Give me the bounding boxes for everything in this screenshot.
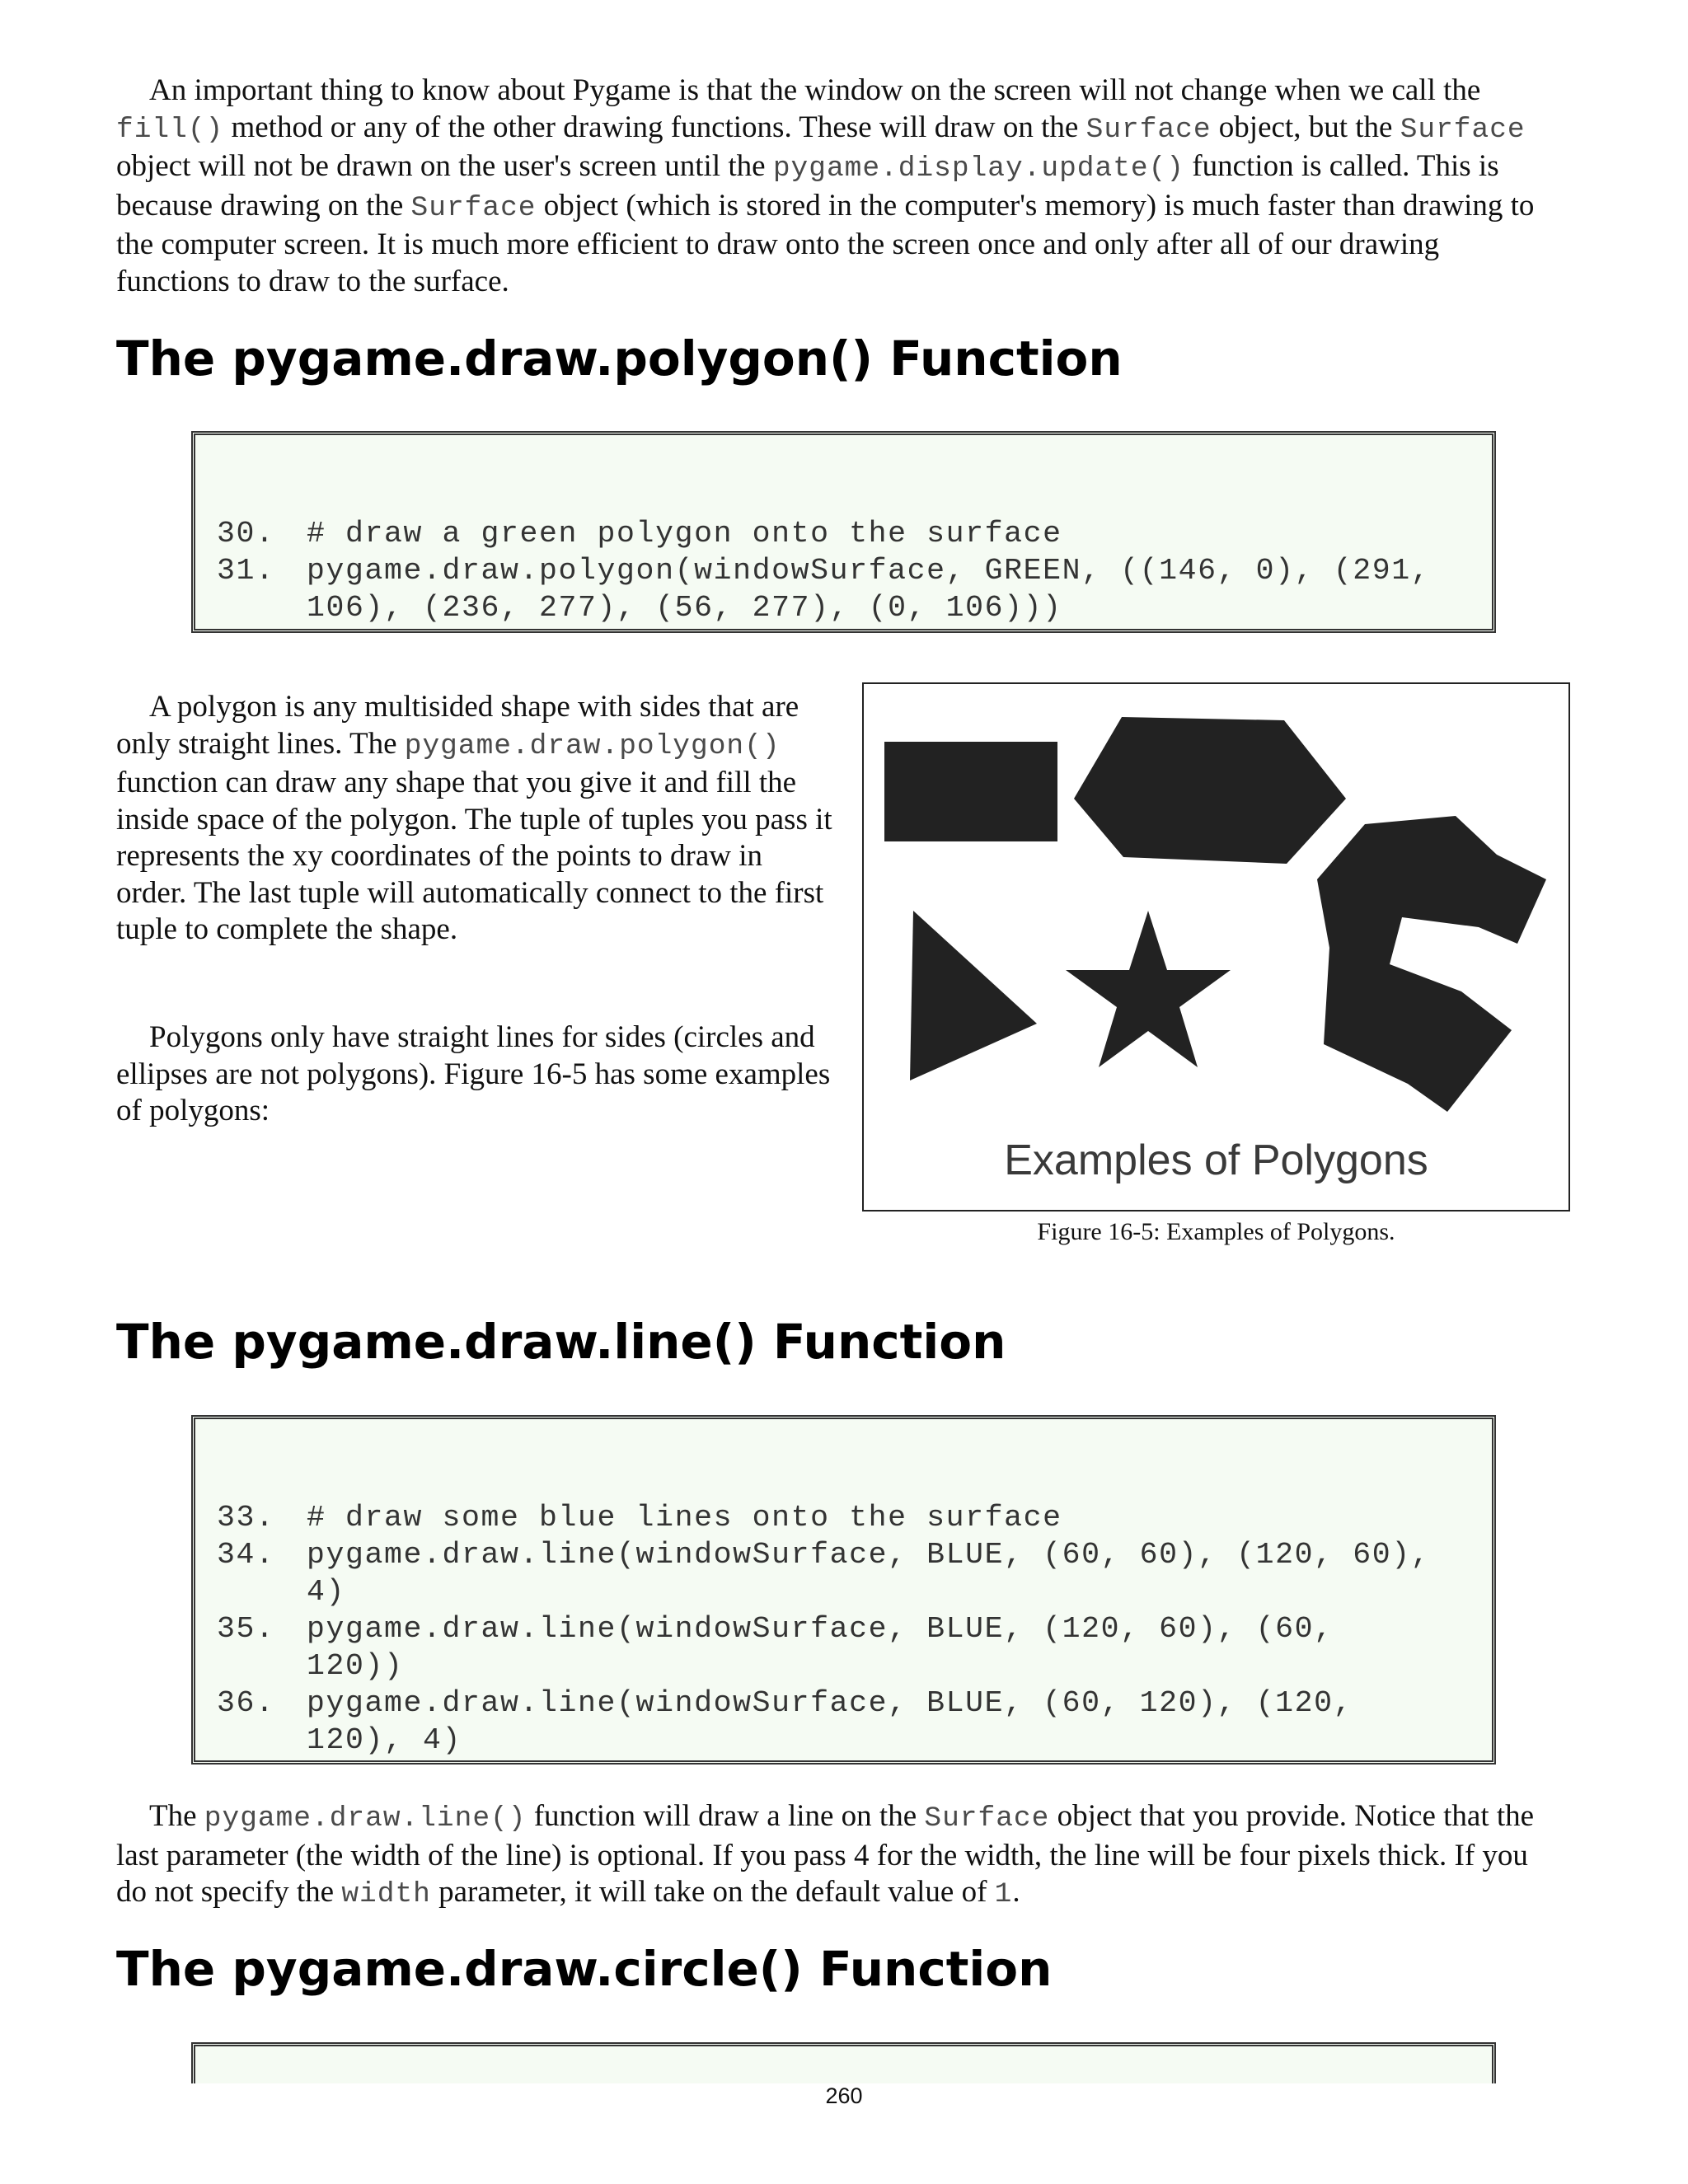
polygon-paragraph-1: A polygon is any multisided shape with sides that are only straight lines. The pygame.draw.polygon() function can draw any shape that you give it and fill the inside space of the polygon. The tuple of tuples you pass it represents the xy coordinates of the points to draw in order. The last tuple will automatically connect to the first tuple to complete the shape. xyxy=(116,690,832,946)
figure-caption: Figure 16-5: Examples of Polygons. xyxy=(1037,1218,1395,1245)
code-text: 120)) xyxy=(307,1649,404,1683)
code-text: 4) xyxy=(307,1575,346,1609)
inline-code: width xyxy=(341,1878,431,1910)
code-text: pygame.draw.polygon(windowSurface, GREEN, ((146, 0), (291, xyxy=(307,554,1431,588)
inline-code: pygame.display.update() xyxy=(772,152,1185,185)
inline-code: Surface xyxy=(924,1802,1050,1835)
polygon-paragraph-2: Polygons only have straight lines for sides (circles and ellipses are not polygons). Figure 16-5 has some examples of polygons: xyxy=(116,1020,831,1127)
figure-title: Examples of Polygons xyxy=(1004,1137,1428,1184)
inline-code: fill() xyxy=(116,113,224,146)
line-number: 34. xyxy=(217,1538,275,1572)
irregular-polygon-shape xyxy=(1317,816,1546,1112)
triangle-shape xyxy=(910,911,1037,1080)
line-number: 36. xyxy=(217,1686,275,1720)
inline-code: Surface xyxy=(1085,113,1212,146)
inline-code: pygame.draw.line() xyxy=(204,1802,527,1835)
code-text: pygame.draw.line(windowSurface, BLUE, (60, 120), (120, xyxy=(307,1686,1353,1720)
polygons-drawing xyxy=(864,684,1568,1210)
code-text: 106), (236, 277), (56, 277), (0, 106))) xyxy=(307,591,1062,625)
code-text: # draw a green polygon onto the surface xyxy=(307,517,1062,551)
polygons-figure xyxy=(862,682,1570,1212)
line-paragraph: The pygame.draw.line() function will draw a line on the Surface object that you provide. Notice that the last parameter (the width of the line) is optional. If you pass 4 for the width, the line will be four pixels thick. If you do not specify the width parameter, it will take on the default value of 1. xyxy=(116,1799,1535,1910)
inline-code: Surface xyxy=(410,191,537,224)
page-number: 260 xyxy=(825,2083,863,2108)
intro-paragraph: An important thing to know about Pygame is that the window on the screen will not change when we call the fill() method or any of the other drawing functions. These will draw on the Surface object, but the Surface object will not be drawn on the user's screen until the pygame.display.update() function is called. This is because drawing on the Surface object (which is stored in the computer's memory) is much faster than drawing to the computer screen. It is much more efficient to draw onto the screen once and only after all of our drawing functions to draw to the surface. xyxy=(116,73,1535,298)
inline-code: pygame.draw.polygon() xyxy=(404,729,781,762)
section-heading-circle: The pygame.draw.circle() Function xyxy=(116,1941,1053,1997)
line-number: 31. xyxy=(217,554,275,588)
line-number: 35. xyxy=(217,1612,275,1646)
code-listing-line xyxy=(191,1415,1496,1765)
hexagon-shape xyxy=(1074,717,1346,864)
rectangle-shape xyxy=(884,742,1057,841)
section-heading-polygon: The pygame.draw.polygon() Function xyxy=(116,330,1123,387)
code-line-continuation xyxy=(195,1685,462,1796)
code-text: 120), 4) xyxy=(307,1723,462,1757)
code-text: # draw some blue lines onto the surface xyxy=(307,1501,1062,1535)
line-number: 33. xyxy=(217,1501,275,1535)
code-listing-polygon xyxy=(191,431,1496,633)
star-shape xyxy=(1066,911,1231,1067)
inline-code: Surface xyxy=(1400,113,1526,146)
line-number: 30. xyxy=(217,517,275,551)
code-text: pygame.draw.line(windowSurface, BLUE, (120, 60), (60, xyxy=(307,1612,1334,1646)
code-text: pygame.draw.line(windowSurface, BLUE, (60, 60), (120, 60), xyxy=(307,1538,1431,1572)
section-heading-line: The pygame.draw.line() Function xyxy=(116,1314,1006,1370)
inline-code: 1 xyxy=(994,1878,1013,1910)
